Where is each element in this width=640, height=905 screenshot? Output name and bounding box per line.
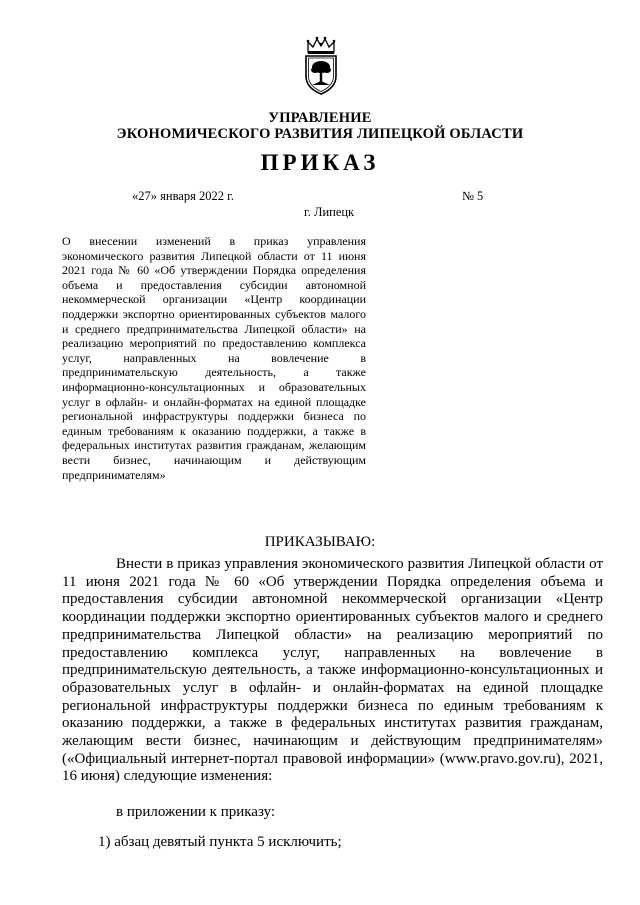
document-type-title: ПРИКАЗ <box>260 150 380 175</box>
document-date: «27» января 2022 г. <box>132 189 234 203</box>
organization-name-line-2: ЭКОНОМИЧЕСКОГО РАЗВИТИЯ ЛИПЕЦКОЙ ОБЛАСТИ <box>116 126 524 142</box>
annex-line: в приложении к приказу: <box>116 804 276 820</box>
coat-of-arms-icon <box>300 36 342 96</box>
organization-name-line-1: УПРАВЛЕНИЕ <box>268 110 372 126</box>
order-item-1: 1) абзац девятый пункта 5 исключить; <box>98 834 342 850</box>
document-number: № 5 <box>462 189 484 203</box>
order-directive-word: ПРИКАЗЫВАЮ: <box>264 534 376 550</box>
order-subject: О внесении изменений в приказ управления экономического развития Липецкой области от 11 июня 2021 года № 60 «Об утверждении Порядка определения объема и предоставления субсидии автономной некоммерческой организации «Центр координации поддержки экспортно ориентированных субъектов малого и среднего предпринимательства Липецкой области» на реализацию мероприятий по предоставлению комплекса услуг, направленных на вовлечение в предпринимательскую деятельность, а также информационно-консультационных и образовательных услуг в офлайн- и онлайн-форматах на единой площадке региональной инфраструктуры поддержки бизнеса по единым требованиям к оказанию поддержки, а также в федеральных институтах развития гражданам, желающим вести бизнес, начинающим и действующим предпринимателям» <box>62 234 366 482</box>
order-main-paragraph: Внести в приказ управления экономического развития Липецкой области от 11 июня 2021 года № 60 «Об утверждении Порядка определения объема и предоставления субсидии автономной некоммерческой организации «Центр координации поддержки экспортно ориентированных субъектов малого и среднего предпринимательства Липецкой области» на реализацию мероприятий по предоставлению комплекса услуг, направленных на вовлечение в предпринимательскую деятельность, а также информационно-консультационных и образовательных услуг в офлайн- и онлайн-форматах на единой площадке региональной инфраструктуры поддержки бизнеса по единым требованиям к оказанию поддержки, а также в федеральных институтах развития гражданам, желающим вести бизнес, начинающим и действующим предпринимателям» («Официальный интернет-портал правовой информации» (www.pravo.gov.ru), 2021, 16 июня) следующие изменения: <box>62 556 603 785</box>
document-city: г. Липецк <box>304 205 355 219</box>
